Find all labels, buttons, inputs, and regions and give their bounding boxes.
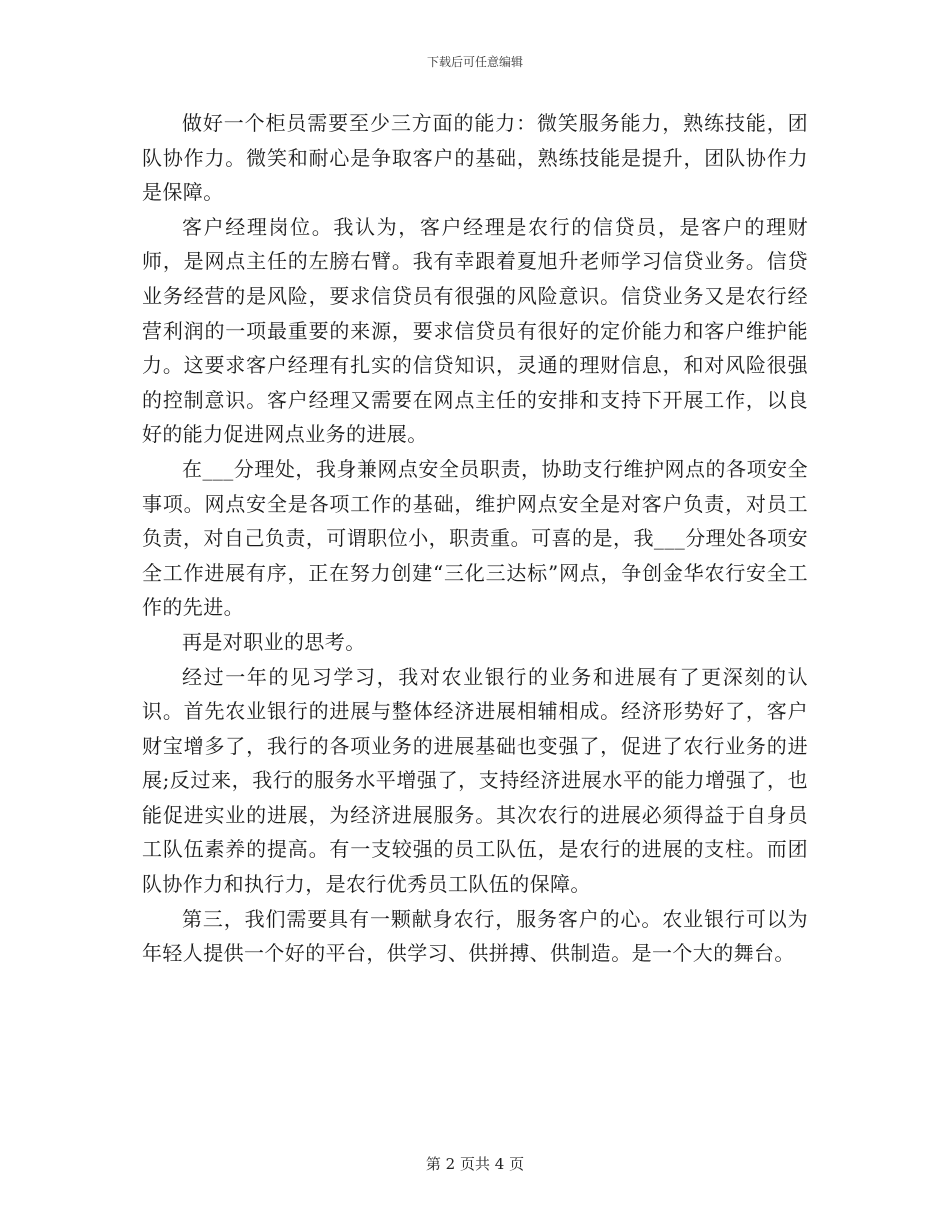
paragraph-branch-safety: 在___分理处，我身兼网点安全员职责，协助支行维护网点的各项安全事项。网点安全是各项工作的基础，维护网点安全是对客户负责，对员工负责，对自己负责，可谓职位小，职责重。可喜的是，我___分理处各项安全工作进展有序，正在努力创建“三化三达标”网点，争创金华农行安全工作的先进。 (142, 456, 808, 620)
paragraph-teller-skills: 做好一个柜员需要至少三方面的能力：微笑服务能力，熟练技能，团队协作力。微笑和耐心是争取客户的基础，熟练技能是提升，团队协作力是保障。 (142, 111, 808, 205)
paragraph-bank-development: 经过一年的见习学习，我对农业银行的业务和进展有了更深刻的认识。首先农业银行的进展与整体经济进展相辅相成。经济形势好了，客户财宝增多了，我行的各项业务的进展基础也变强了，促进了农行业务的进展;反过来，我行的服务水平增强了，支持经济进展水平的能力增强了，也能促进实业的进展，为经济进展服务。其次农行的进展必须得益于自身员工队伍素养的提高。有一支较强的员工队伍，是农行的进展的支柱。而团队协作力和执行力，是农行优秀员工队伍的保障。 (142, 664, 808, 897)
paragraph-career-reflection: 再是对职业的思考。 (182, 629, 366, 654)
page-number: 第 2 页共 4 页 (425, 1155, 525, 1173)
document-body (142, 106, 808, 971)
page-header: 下载后可任意编辑 (426, 55, 523, 69)
paragraph-account-manager: 客户经理岗位。我认为，客户经理是农行的信贷员，是客户的理财师，是网点主任的左膀右臂。我有幸跟着夏旭升老师学习信贷业务。信贷业务经营的是风险，要求信贷员有很强的风险意识。信贷业务又是农行经营利润的一项最重要的来源，要求信贷员有很好的定价能力和客户维护能力。这要求客户经理有扎实的信贷知识，灵通的理财信息，和对风险很强的控制意识。客户经理又需要在网点主任的安排和支持下开展工作，以良好的能力促进网点业务的进展。 (142, 214, 808, 447)
paragraph-dedication: 第三，我们需要具有一颗献身农行，服务客户的心。农业银行可以为年轻人提供一个好的平台，供学习、供拼搏、供制造。是一个大的舞台。 (142, 906, 808, 966)
